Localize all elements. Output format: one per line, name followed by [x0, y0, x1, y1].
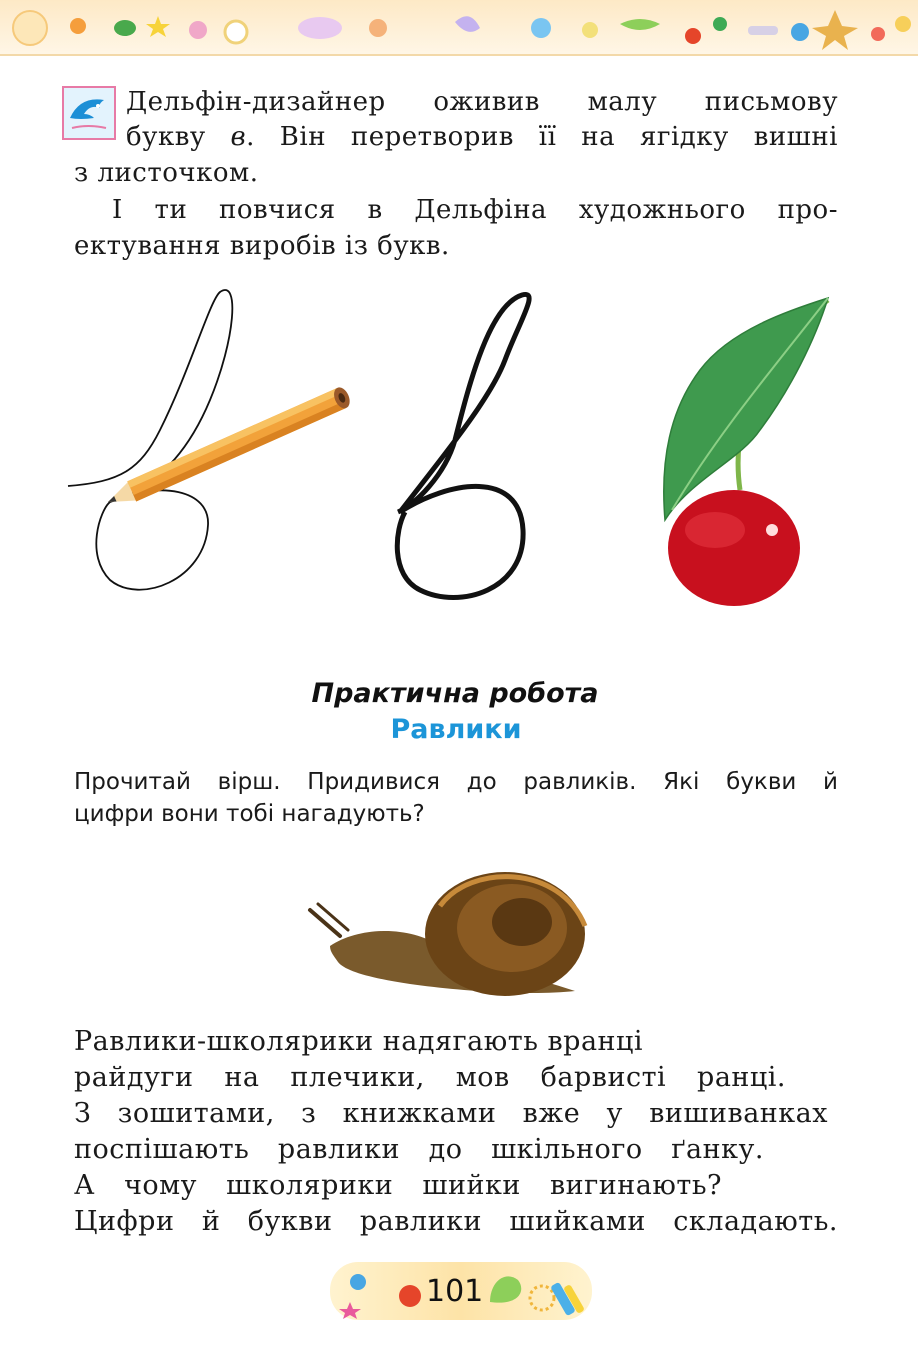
task-line-2: цифри вони тобі нагадують? [74, 801, 425, 827]
intro-line-5: ектування виробів із букв. [74, 231, 450, 261]
intro-line-3: з листочком. [74, 158, 259, 188]
poem-line-5: А чому школярики шийки вигинають? [74, 1170, 722, 1201]
handwritten-letter-with-pencil [68, 290, 353, 590]
page-number-band [330, 1262, 592, 1320]
poem-line-3: З зошитами, з книжками вже у вишиванках [74, 1098, 828, 1129]
dolphin-icon [62, 86, 116, 140]
cherry-with-leaf-icon [664, 298, 828, 606]
intro-line-2 [126, 119, 838, 155]
snail-image [300, 866, 600, 1006]
page-number: 101 [426, 1274, 484, 1309]
poem-line-2: райдуги на плечики, мов барвисті ранці. [74, 1062, 786, 1093]
intro-line-1: Дельфін-дизайнер оживив малу письмову [126, 87, 838, 117]
task-line-1: Прочитай вірш. Придивися до равликів. Які букви й [74, 769, 838, 795]
poem-line-1: Равлики-школярики надягають вранці [74, 1026, 644, 1057]
intro-line-2-start: букву [126, 122, 231, 152]
intro-letter: в [230, 122, 247, 152]
intro-line-4: І ти повчися в Дельфіна художнього про- [112, 195, 838, 225]
intro-line-2-end: . Він перетворив її на ягідку вишні [246, 122, 838, 152]
decorative-top-border [0, 0, 918, 56]
decorative-ornaments [0, 0, 918, 54]
outlined-letter [397, 294, 529, 597]
practical-subtitle: Равлики [390, 714, 522, 745]
poem-line-6: Цифри й букви равлики шийками складають. [74, 1206, 838, 1237]
poem-line-4: поспішають равлики до шкільного ґанку. [74, 1134, 764, 1165]
letter-to-cherry-illustration [60, 280, 860, 620]
practical-title: Практична робота [311, 678, 599, 709]
